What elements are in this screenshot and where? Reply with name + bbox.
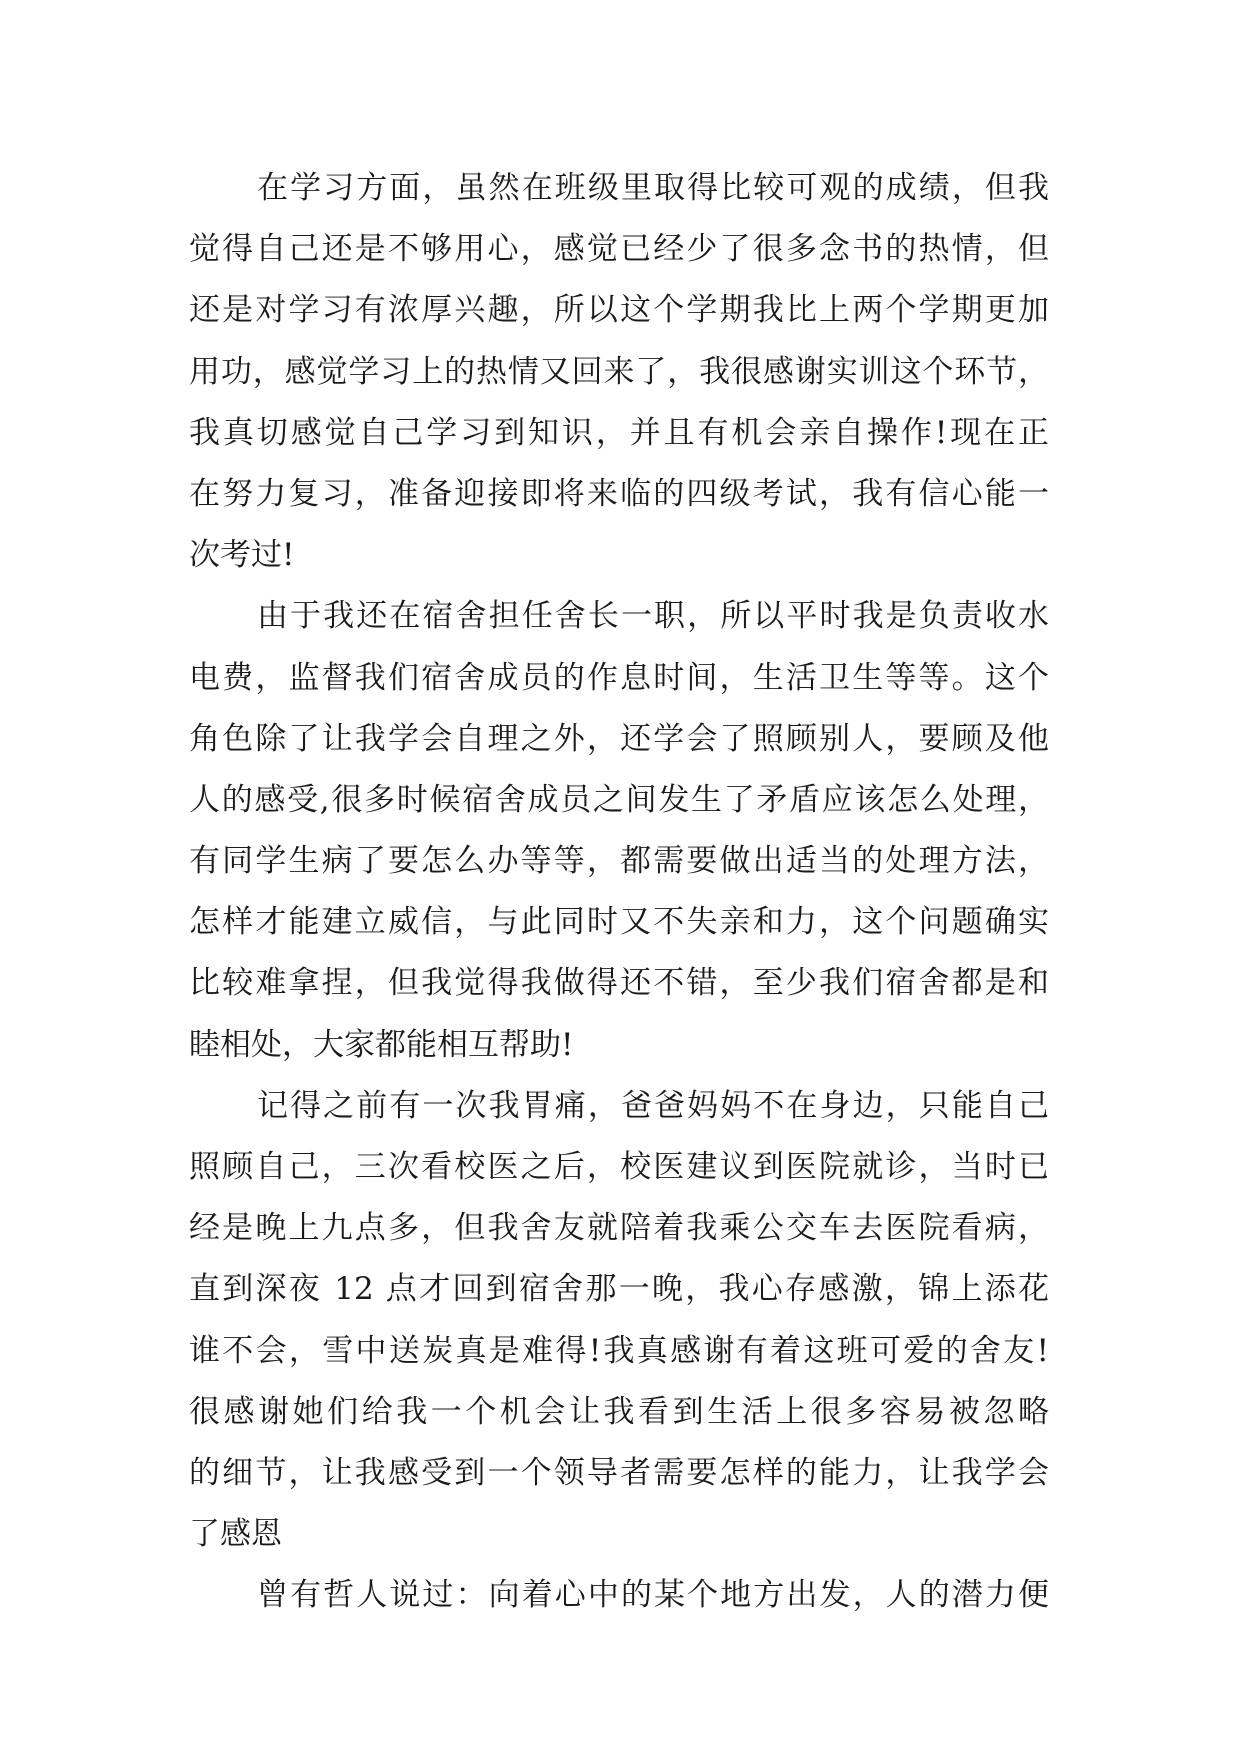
- text-line: 角色除了让我学会自理之外，还学会了照顾别人，要顾及他: [189, 720, 1049, 757]
- text-line: 了感恩: [189, 1516, 282, 1553]
- text-line: 人的感受,很多时候宿舍成员之间发生了矛盾应该怎么处理，: [189, 781, 1049, 818]
- text-line: 有同学生病了要怎么办等等，都需要做出适当的处理方法，: [189, 843, 1049, 880]
- text-line: 直到深夜 12 点才回到宿舍那一晚，我心存感激，锦上添花: [189, 1271, 1049, 1308]
- text-line: 记得之前有一次我胃痛，爸爸妈妈不在身边，只能自己: [257, 1087, 1049, 1124]
- text-line: 还是对学习有浓厚兴趣，所以这个学期我比上两个学期更加: [189, 292, 1049, 329]
- document-body: [189, 158, 1049, 1627]
- text-line: 经是晚上九点多，但我舍友就陪着我乘公交车去医院看病，: [189, 1210, 1049, 1247]
- text-line: 怎样才能建立威信，与此同时又不失亲和力，这个问题确实: [189, 904, 1049, 941]
- text-line: 照顾自己，三次看校医之后，校医建议到医院就诊，当时已: [189, 1149, 1049, 1185]
- text-line: 觉得自己还是不够用心，感觉已经少了很多念书的热情，但: [189, 231, 1049, 268]
- text-line: 的细节，让我感受到一个领导者需要怎样的能力，让我学会: [189, 1454, 1049, 1491]
- text-line: 在努力复习，准备迎接即将来临的四级考试，我有信心能一: [189, 475, 1049, 512]
- text-line: 用功，感觉学习上的热情又回来了，我很感谢实训这个环节，: [189, 353, 1049, 390]
- text-line: 由于我还在宿舍担任舍长一职，所以平时我是负责收水: [257, 598, 1049, 635]
- text-line: 次考过!: [189, 537, 295, 574]
- text-line: 我真切感觉自己学习到知识，并且有机会亲自操作!现在正: [189, 414, 1049, 451]
- text-line: 谁不会，雪中送炭真是难得!我真感谢有着这班可爱的舍友!: [189, 1332, 1049, 1369]
- text-line: 很感谢她们给我一个机会让我看到生活上很多容易被忽略: [189, 1393, 1049, 1430]
- text-line: 曾有哲人说过：向着心中的某个地方出发，人的潜力便: [257, 1577, 1049, 1614]
- text-line: 睦相处，大家都能相互帮助!: [189, 1026, 574, 1063]
- text-line: 比较难拿捏，但我觉得我做得还不错，至少我们宿舍都是和: [189, 965, 1049, 1002]
- text-line: 在学习方面，虽然在班级里取得比较可观的成绩，但我: [257, 170, 1049, 206]
- text-line: 电费，监督我们宿舍成员的作息时间，生活卫生等等。这个: [189, 659, 1049, 696]
